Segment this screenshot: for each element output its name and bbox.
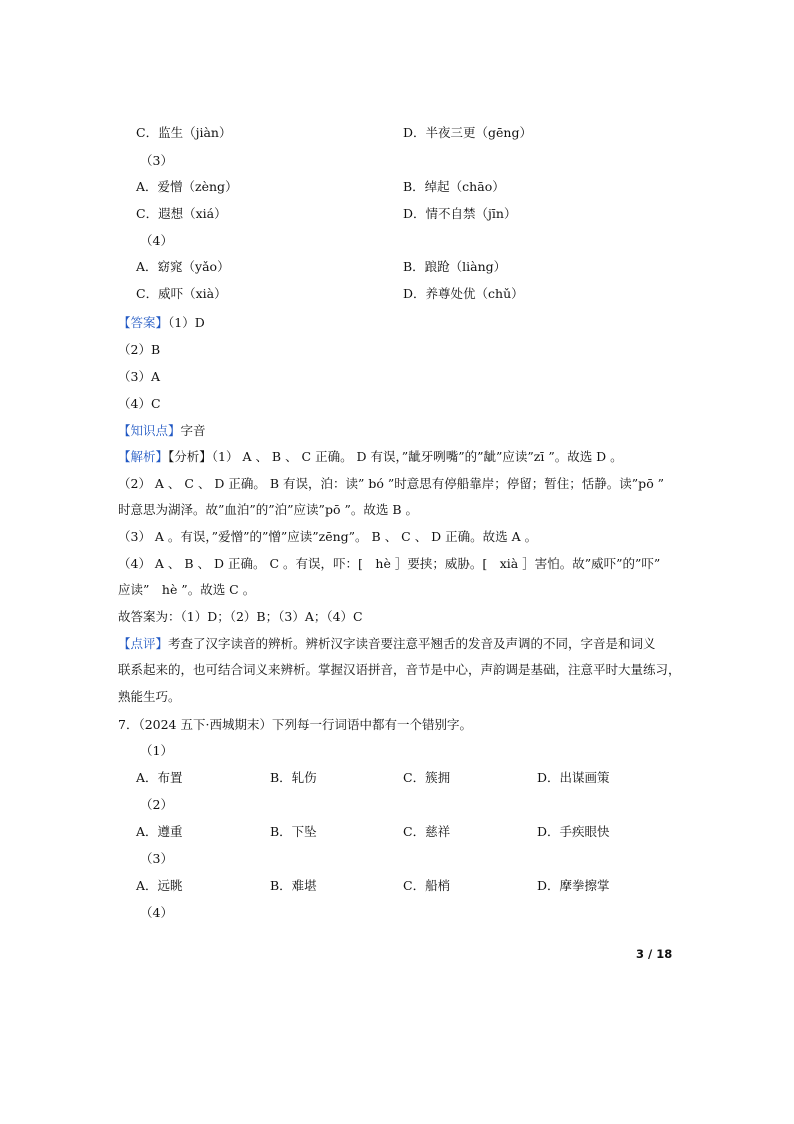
answer-line-4: （4）C [118,396,161,411]
knowledge-text: 字音 [180,423,206,438]
option-2d: D．半夜三更（gēng） [403,125,532,140]
part-3-label: （3） [140,153,173,168]
part-4-label: （4） [140,233,173,248]
q7-option-3b: B．难堪 [270,878,317,893]
option-4d: D．养尊处优（chǔ） [403,286,524,301]
option-3a: A．爱憎（zèng） [136,179,238,194]
answer-line-1: （1）D [168,315,205,330]
comment-line-2: 联系起来的，也可结合词义来辨析。掌握汉语拼音，音节是中心，声韵调是基础，注意平时大量练习， [118,662,681,677]
q7-option-3a: A．远眺 [136,878,183,893]
comment-line-3: 熟能生巧。 [118,689,181,704]
analysis-tag: 【解析】 [118,449,169,464]
q7-option-2a: A．遵重 [136,824,183,839]
page-number: 3 / 18 [636,947,673,961]
comment-line-1: 考查了汉字读音的辨析。辨析汉字读音要注意平翘舌的发音及声调的不同，字音是和词义 [168,636,656,651]
q7-part-1-label: （1） [140,743,173,758]
q7-part-2-label: （2） [140,797,173,812]
option-4c: C．威吓（xià） [136,286,227,301]
analysis-line-5: （4） A 、 B 、 D 正确。 C 。有误，吓：[ hè ］要挟；威胁。[ xià ］害怕。故”威吓”的”吓” [118,556,661,571]
knowledge-tag: 【知识点】 [118,423,181,438]
q7-option-1b: B．轧伤 [270,770,317,785]
analysis-line-1: 【分析】（1） A 、 B 、 C 正确。 D 有误，”龇牙咧嘴”的”龇”应读”zī ”。故选 D 。 [168,449,623,464]
option-3b: B．绰起（chāo） [403,179,505,194]
option-4b: B．踉跄（liàng） [403,259,507,274]
analysis-line-2: （2） A 、 C 、 D 正确。 B 有误，泊：读” bó ”时意思有停船靠岸；停留；暂住；恬静。读”pō ” [118,476,665,491]
q7-option-2b: B．下坠 [270,824,317,839]
option-3c: C．遐想（xiá） [136,206,227,221]
answer-line-2: （2）B [118,342,161,357]
q7-part-3-label: （3） [140,851,173,866]
comment-block [118,635,656,653]
option-4a: A．窈窕（yǎo） [136,259,230,274]
analysis-block [118,448,623,466]
analysis-line-3: 时意思为湖泽。故”血泊”的”泊”应读”pō ”。故选 B 。 [118,502,418,517]
q7-option-1c: C．簇拥 [403,770,451,785]
q7-option-1d: D．出谋画策 [537,770,610,785]
analysis-line-7: 故答案为：（1）D；（2）B；（3）A；（4）C [118,609,363,624]
q7-option-2d: D．手疾眼快 [537,824,610,839]
comment-tag: 【点评】 [118,636,169,651]
q7-option-3c: C．船梢 [403,878,451,893]
analysis-line-4: （3） A 。有误，”爱憎”的”憎”应读”zēng”。 B 、 C 、 D 正确。故选 A 。 [118,529,538,544]
q7-part-4-label: （4） [140,905,173,920]
knowledge-block [118,422,206,440]
q7-option-1a: A．布置 [136,770,183,785]
q7-option-3d: D．摩拳擦掌 [537,878,610,893]
option-3d: D．情不自禁（jīn） [403,206,517,221]
answer-block [118,314,205,332]
option-2c: C．监生（jiàn） [136,125,232,140]
q7-option-2c: C．慈祥 [403,824,451,839]
analysis-line-6: 应读” hè ”。故选 C 。 [118,582,256,597]
question-7-stem: 7．（2024 五下·西城期末）下列每一行词语中都有一个错别字。 [118,717,472,732]
answer-line-3: （3）A [118,369,160,384]
answer-tag: 【答案】 [118,315,169,330]
